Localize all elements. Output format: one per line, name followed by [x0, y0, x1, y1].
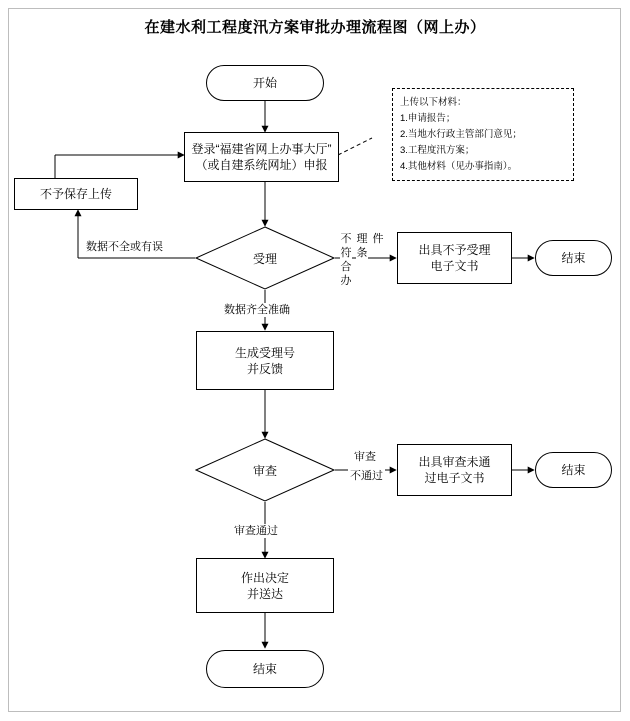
note-item-3: 3.工程度汛方案； [400, 145, 475, 156]
node-review-label: 审查 [252, 463, 277, 478]
note-item-2: 2.当地水行政主管部门意见； [400, 129, 522, 140]
node-accept [195, 226, 335, 290]
node-reject-document-line1: 出具不予受理 [418, 243, 491, 257]
node-generate-line1: 生成受理号 [234, 345, 295, 360]
node-decision-line2: 并送达 [246, 586, 283, 601]
edge-label-review-fail-b: 不通过 [350, 470, 383, 482]
edge-label-review-fail-a: 审查 [354, 451, 376, 463]
node-reject-document-line2: 电子文书 [430, 259, 479, 273]
node-end-reject-label: 结束 [561, 251, 586, 265]
node-review-fail-line2: 过电子文书 [424, 471, 485, 485]
edge-label-not-meet-6: 条 [356, 247, 368, 259]
edge-label-not-meet-4: 办 [340, 275, 352, 287]
node-start [206, 65, 324, 101]
upload-materials-note [392, 88, 574, 181]
edge-label-not-meet-1: 不 [340, 233, 352, 245]
node-decision-line1: 作出决定 [240, 570, 289, 585]
node-end-final [206, 650, 324, 688]
page-title: 在建水利工程度汛方案审批办理流程图（网上办） [144, 19, 486, 36]
edge-label-data-incomplete: 数据不全或有误 [86, 241, 163, 253]
node-make-decision [196, 558, 334, 613]
node-generate-line2: 并反馈 [246, 361, 283, 376]
edge-label-review-pass: 审查通过 [234, 525, 278, 537]
node-end-review-label: 结束 [561, 463, 586, 477]
node-no-save-label: 不予保存上传 [39, 187, 112, 201]
node-review-fail-line1: 出具审查未通 [418, 455, 491, 469]
node-login [184, 132, 339, 182]
node-login-line1: 登录“福建省网上办事大厅” [191, 142, 332, 156]
note-heading: 上传以下材料： [400, 97, 467, 108]
node-reject-document [397, 232, 512, 284]
edge-label-data-complete: 数据齐全准确 [224, 304, 290, 316]
edge-label-not-meet-2: 符 [340, 247, 352, 259]
node-accept-label: 受理 [252, 251, 277, 266]
node-review-fail-document [397, 444, 512, 496]
note-item-4: 4.其他材料（见办事指南）。 [400, 161, 518, 172]
edge-label-not-meet-7: 件 [372, 233, 384, 245]
node-login-line2: （或自建系统网址）申报 [195, 158, 328, 172]
note-item-1: 1.申请报告； [400, 113, 456, 124]
edge-label-not-meet-5: 理 [356, 233, 368, 245]
node-review [195, 438, 335, 502]
edge-label-not-meet-3: 合 [340, 261, 352, 273]
node-end-review [535, 452, 612, 488]
node-start-label: 开始 [252, 76, 277, 90]
node-no-save-upload [14, 178, 138, 210]
node-end-final-label: 结束 [252, 662, 277, 676]
node-end-reject [535, 240, 612, 276]
node-generate-acceptance-number [196, 331, 334, 390]
